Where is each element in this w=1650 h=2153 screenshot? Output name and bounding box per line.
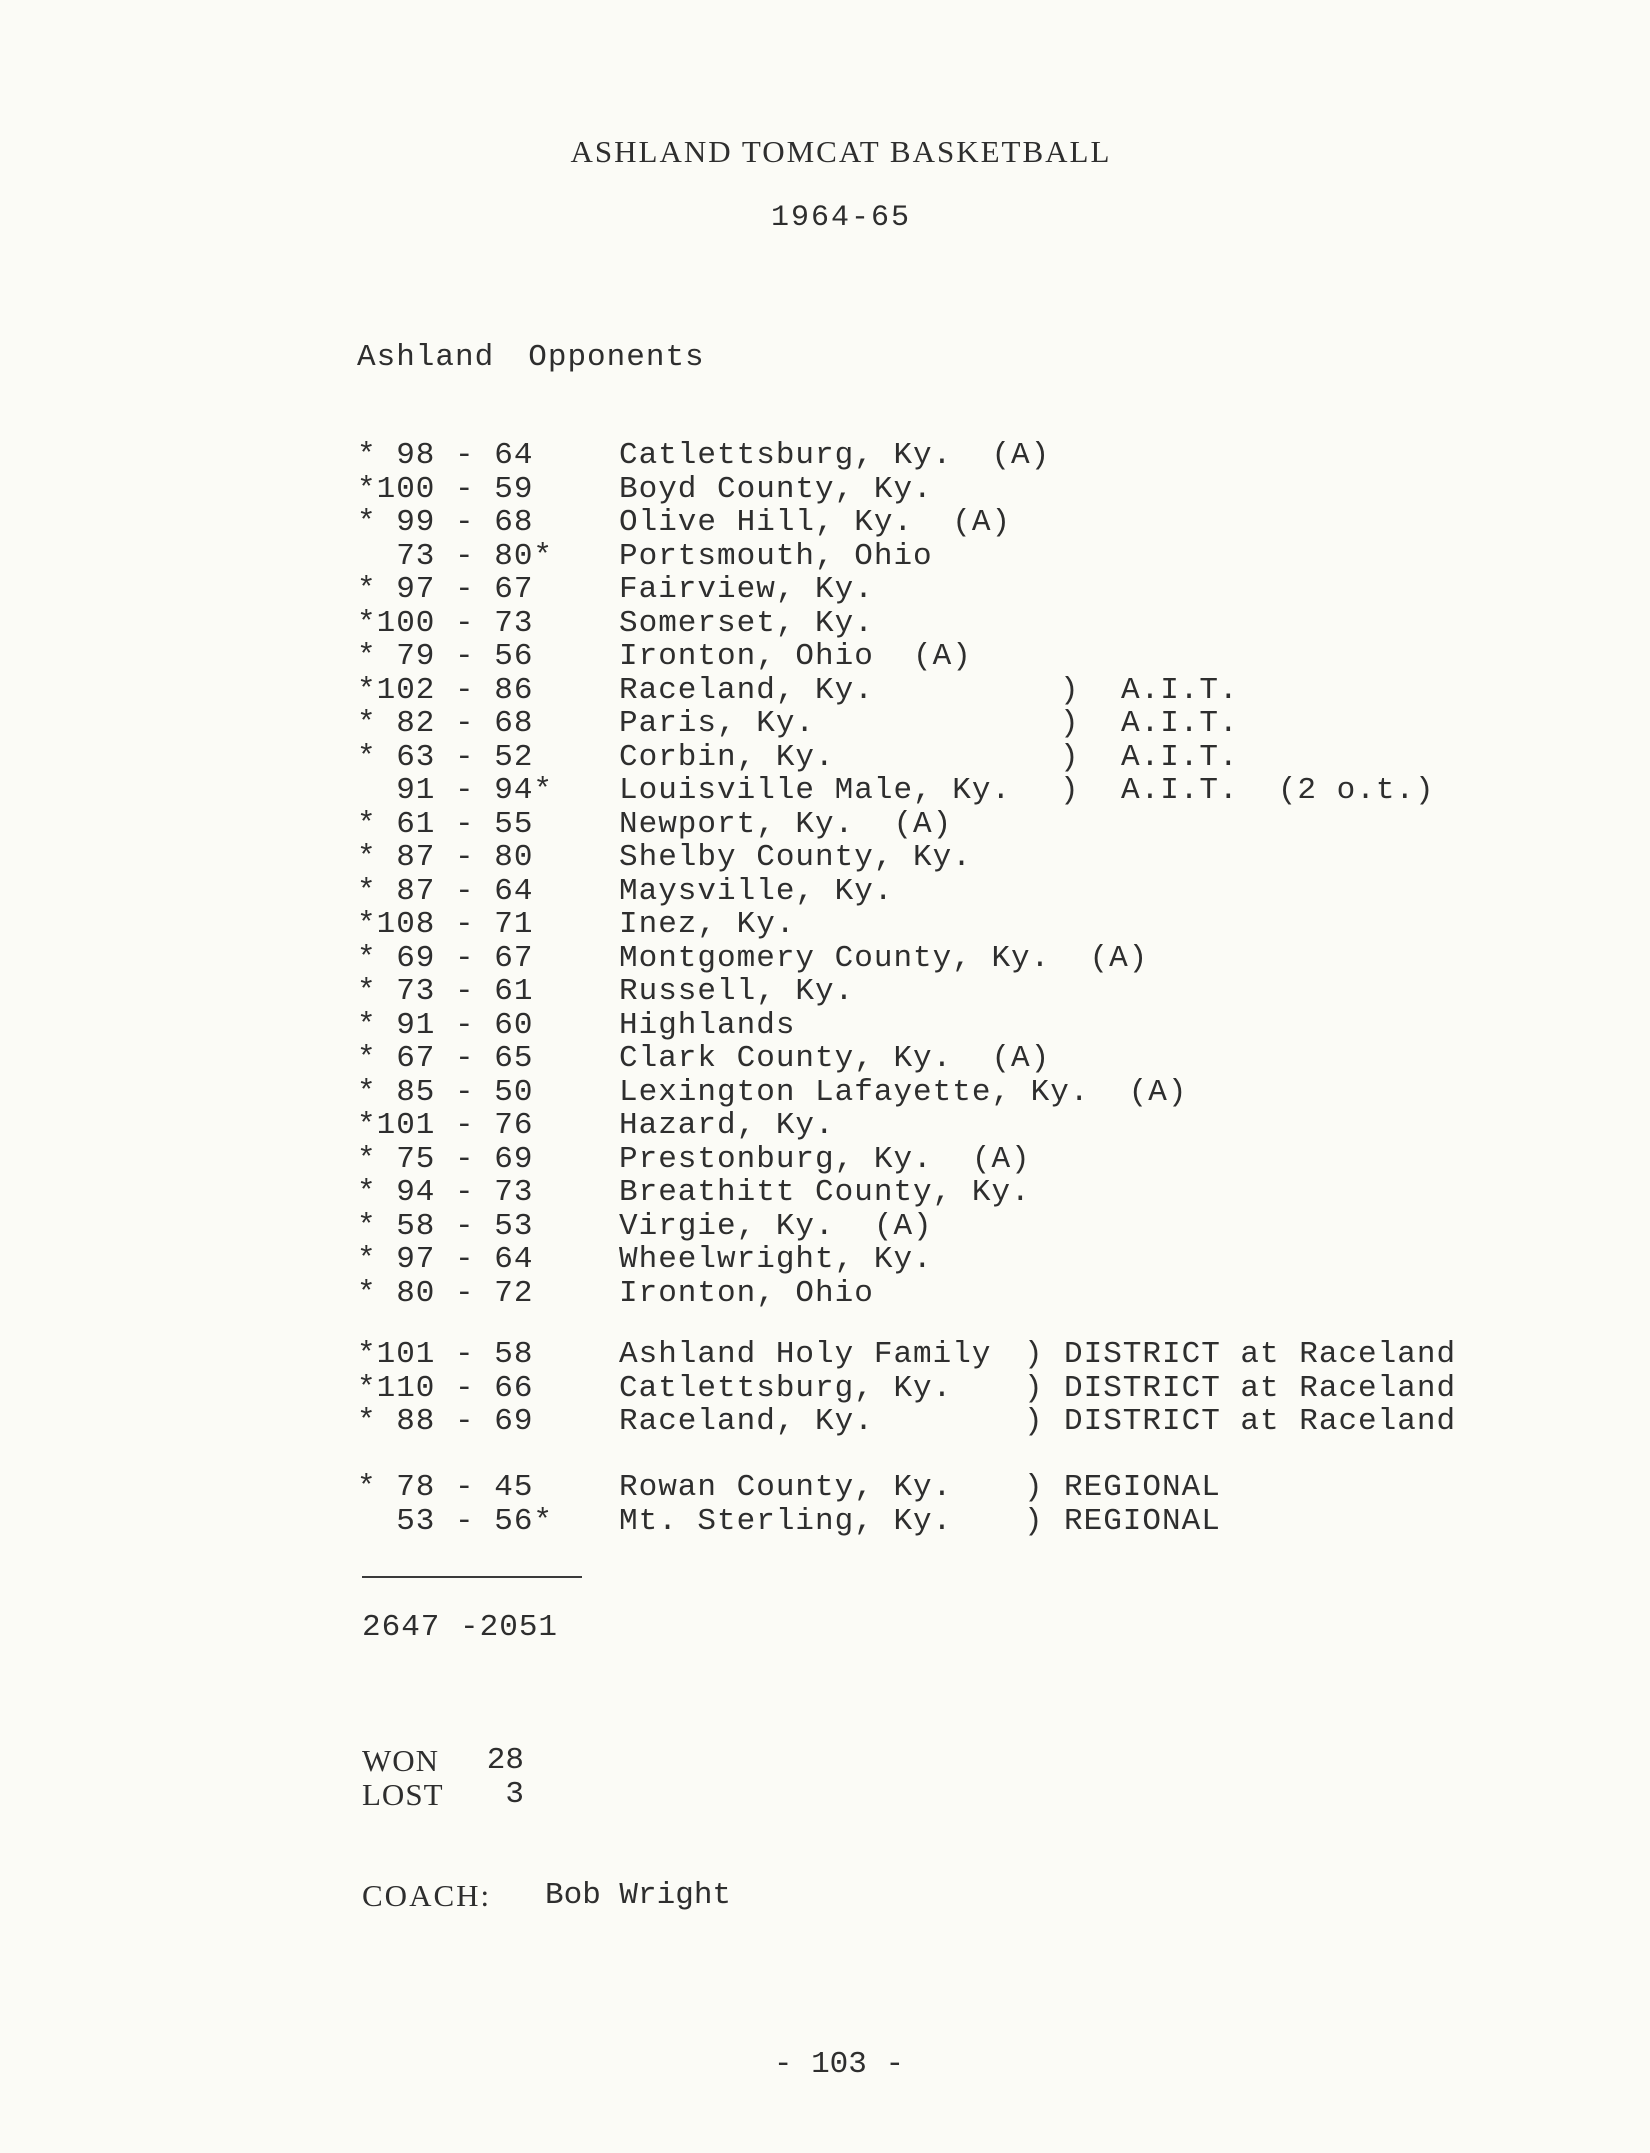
game-note: DISTRICT at Raceland — [1064, 1370, 1457, 1406]
game-note: REGIONAL — [1064, 1470, 1221, 1505]
game-opponent: Paris, Ky. — [619, 706, 816, 741]
game-score: 91 - 94* — [357, 773, 554, 808]
game-opponent: Newport, Ky. (A) — [619, 806, 953, 842]
game-opponent: Somerset, Ky. — [619, 605, 874, 641]
game-opponent: Virgie, Ky. (A) — [619, 1208, 933, 1244]
game-score: *101 - 58 — [357, 1337, 534, 1372]
game-opponent: Maysville, Ky. — [619, 873, 894, 909]
game-score: * 75 - 69 — [357, 1141, 534, 1177]
game-note: A.I.T. (2 o.t.) — [1121, 773, 1435, 808]
game-score: * 87 - 80 — [357, 840, 534, 875]
game-score: * 87 - 64 — [357, 873, 534, 909]
game-opponent: Ironton, Ohio (A) — [619, 639, 972, 674]
game-note: REGIONAL — [1064, 1503, 1221, 1539]
game-score: * 63 - 52 — [357, 739, 534, 775]
game-score: *100 - 73 — [357, 605, 534, 641]
game-opponent: Wheelwright, Ky. — [619, 1242, 933, 1277]
game-opponent: Ironton, Ohio — [619, 1275, 874, 1311]
game-score: *108 - 71 — [357, 907, 534, 942]
column-header — [357, 340, 705, 375]
game-bracket: ) — [1024, 1337, 1044, 1372]
game-score: 53 - 56* — [357, 1503, 554, 1539]
game-opponent: Corbin, Ky. — [619, 739, 835, 775]
game-opponent: Lexington Lafayette, Ky. (A) — [619, 1074, 1188, 1110]
game-opponent: Mt. Sterling, Ky. — [619, 1503, 953, 1539]
game-score: * 73 - 61 — [357, 974, 534, 1009]
game-bracket: ) — [1060, 739, 1080, 775]
game-opponent: Inez, Ky. — [619, 907, 796, 942]
game-opponent: Highlands — [619, 1007, 796, 1043]
won-label: WON — [362, 1743, 440, 1778]
game-opponent: Raceland, Ky. — [619, 1404, 874, 1439]
game-opponent: Shelby County, Ky. — [619, 840, 972, 875]
game-score: * 58 - 53 — [357, 1208, 534, 1244]
lost-label: LOST — [362, 1777, 444, 1812]
opponents-column-label: Opponents — [528, 340, 705, 375]
game-score: * 82 - 68 — [357, 706, 534, 741]
game-score: * 91 - 60 — [357, 1007, 534, 1043]
game-bracket: ) — [1024, 1503, 1044, 1539]
game-score: *100 - 59 — [357, 471, 534, 507]
coach-line — [362, 1878, 732, 1916]
game-opponent: Olive Hill, Ky. (A) — [619, 505, 1012, 540]
game-bracket: ) — [1060, 672, 1080, 708]
game-score: *110 - 66 — [357, 1370, 534, 1406]
game-bracket: ) — [1024, 1470, 1044, 1505]
game-note: A.I.T. — [1121, 706, 1239, 741]
game-score: * 69 - 67 — [357, 940, 534, 976]
game-opponent: Rowan County, Ky. — [619, 1470, 953, 1505]
game-score: * 97 - 64 — [357, 1242, 534, 1277]
game-score: * 67 - 65 — [357, 1041, 534, 1076]
game-note: DISTRICT at Raceland — [1064, 1404, 1457, 1439]
game-note: A.I.T. — [1121, 672, 1239, 708]
game-score: * 98 - 64 — [357, 438, 534, 473]
game-opponent: Russell, Ky. — [619, 974, 855, 1009]
game-score: * 94 - 73 — [357, 1175, 534, 1210]
game-score: * 99 - 68 — [357, 505, 534, 540]
game-opponent: Catlettsburg, Ky. — [619, 1370, 953, 1406]
page-title: ASHLAND TOMCAT BASKETBALL — [570, 134, 1112, 169]
game-score: *102 - 86 — [357, 672, 534, 708]
game-score: * 61 - 55 — [357, 806, 534, 842]
game-opponent: Raceland, Ky. — [619, 672, 874, 708]
game-score: 73 - 80* — [357, 538, 554, 574]
coach-name: Bob Wright — [545, 1878, 732, 1913]
game-opponent: Louisville Male, Ky. — [619, 773, 1012, 808]
season-label: 1964-65 — [770, 201, 912, 235]
game-opponent: Hazard, Ky. — [619, 1108, 835, 1143]
game-opponent: Portsmouth, Ohio — [619, 538, 933, 574]
game-score: * 88 - 69 — [357, 1404, 534, 1439]
game-opponent: Montgomery County, Ky. (A) — [619, 940, 1149, 976]
won-value: 28 — [486, 1743, 524, 1778]
game-score: * 79 - 56 — [357, 639, 534, 674]
game-opponent: Ashland Holy Family — [619, 1337, 992, 1372]
game-opponent: Breathitt County, Ky. — [619, 1175, 1031, 1210]
game-note: DISTRICT at Raceland — [1064, 1337, 1457, 1372]
game-opponent: Fairview, Ky. — [619, 572, 874, 607]
totals-divider — [362, 1576, 582, 1578]
lost-value: 3 — [505, 1777, 524, 1812]
game-score: * 97 - 67 — [357, 572, 534, 607]
season-totals: 2647 -2051 — [362, 1610, 559, 1645]
game-opponent: Boyd County, Ky. — [619, 471, 933, 507]
game-score: *101 - 76 — [357, 1108, 534, 1143]
ashland-column-label: Ashland — [357, 340, 495, 375]
game-bracket: ) — [1024, 1404, 1044, 1439]
game-opponent: Catlettsburg, Ky. (A) — [619, 438, 1051, 473]
game-bracket: ) — [1060, 706, 1080, 741]
game-bracket: ) — [1024, 1370, 1044, 1406]
game-opponent: Clark County, Ky. (A) — [619, 1041, 1051, 1076]
page-number: - 103 - — [773, 2047, 905, 2082]
game-score: * 85 - 50 — [357, 1074, 534, 1110]
coach-label: COACH: — [362, 1878, 492, 1913]
game-opponent: Prestonburg, Ky. (A) — [619, 1141, 1031, 1177]
game-bracket: ) — [1060, 773, 1080, 808]
game-score: * 80 - 72 — [357, 1275, 534, 1311]
game-note: A.I.T. — [1121, 739, 1239, 775]
game-score: * 78 - 45 — [357, 1470, 534, 1505]
